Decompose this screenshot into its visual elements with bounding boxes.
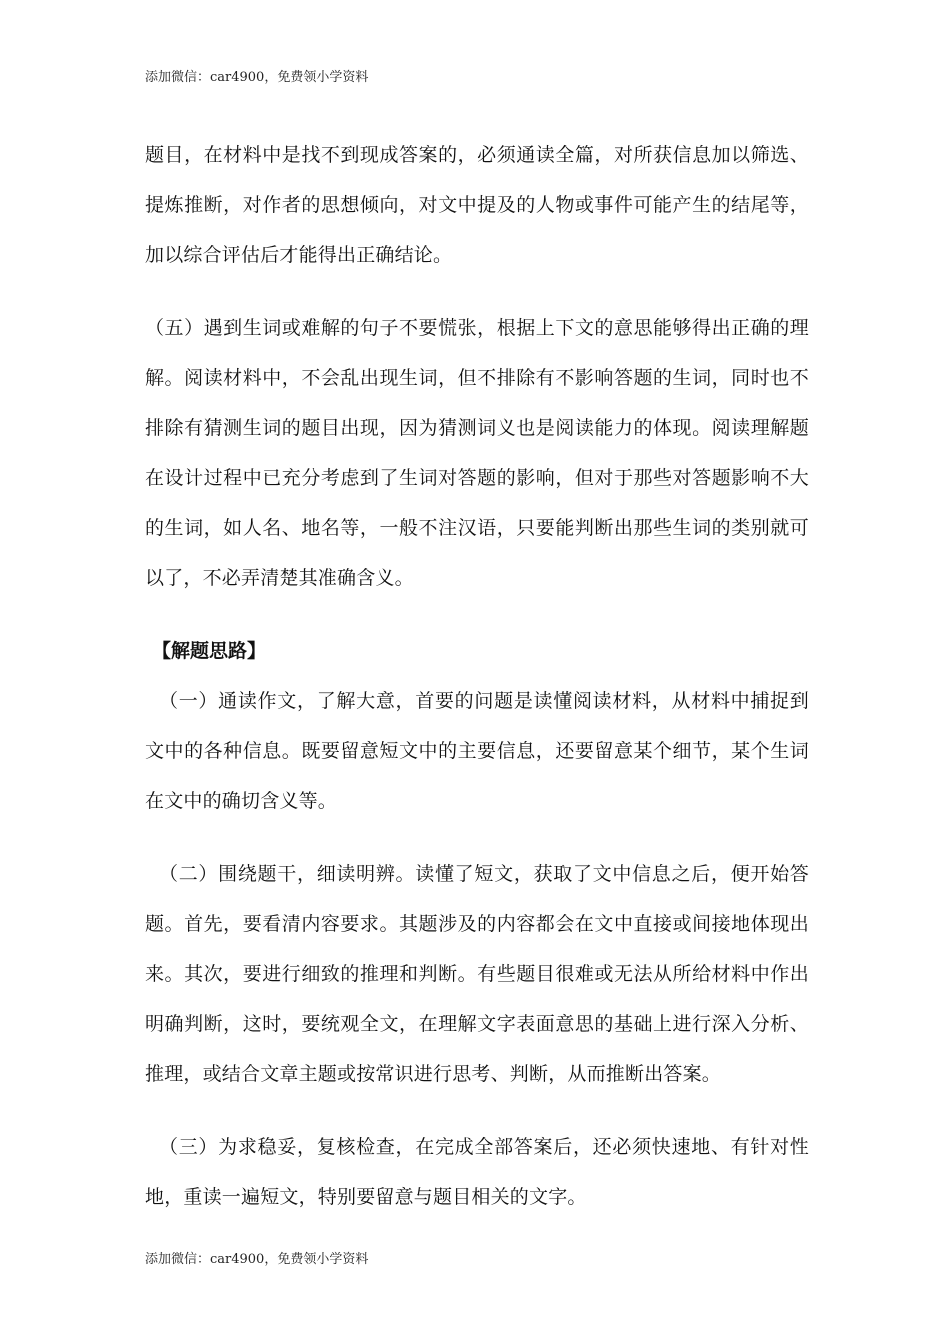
paragraph-conclusion: 题目，在材料中是找不到现成答案的，必须通读全篇，对所获信息加以筛选、提炼推断，对作者的思想倾向，对文中提及的人物或事件可能产生的结尾等，加以综合评估后才能得出正确结论。 — [145, 144, 809, 266]
section-heading: 【解题思路】 — [152, 640, 267, 662]
paragraph-step-1: （一）通读作文，了解大意，首要的问题是读懂阅读材料，从材料中捕捉到文中的各种信息。既要留意短文中的主要信息，还要留意某个细节，某个生词在文中的确切含义等。 — [145, 690, 809, 812]
page-header: 添加微信：car4900，免费领小学资料 — [145, 70, 369, 85]
paragraph-step-2: （二）围绕题干，细读明辨。读懂了短文，获取了文中信息之后，便开始答题。首先，要看清内容要求。其题涉及的内容都会在文中直接或间接地体现出来。其次，要进行细致的推理和判断。有些题目很难或无法从所给材料中作出明确判断，这时，要统观全文，在理解文字表面意思的基础上进行深入分析、推理，或结合文章主题或按常识进行思考、判断，从而推断出答案。 — [145, 863, 809, 1085]
page-footer: 添加微信：car4900，免费领小学资料 — [145, 1252, 369, 1267]
paragraph-step-3: （三）为求稳妥，复核检查，在完成全部答案后，还必须快速地、有针对性地，重读一遍短文，特别要留意与题目相关的文字。 — [145, 1136, 809, 1208]
paragraph-section-5: （五）遇到生词或难解的句子不要慌张，根据上下文的意思能够得出正确的理解。阅读材料中，不会乱出现生词，但不排除有不影响答题的生词，同时也不排除有猜测生词的题目出现，因为猜测词义也是阅读能力的体现。阅读理解题在设计过程中已充分考虑到了生词对答题的影响，但对于那些对答题影响不大的生词，如人名、地名等，一般不注汉语，只要能判断出那些生词的类别就可以了，不必弄清楚其准确含义。 — [145, 317, 809, 589]
document-body — [145, 130, 809, 1222]
